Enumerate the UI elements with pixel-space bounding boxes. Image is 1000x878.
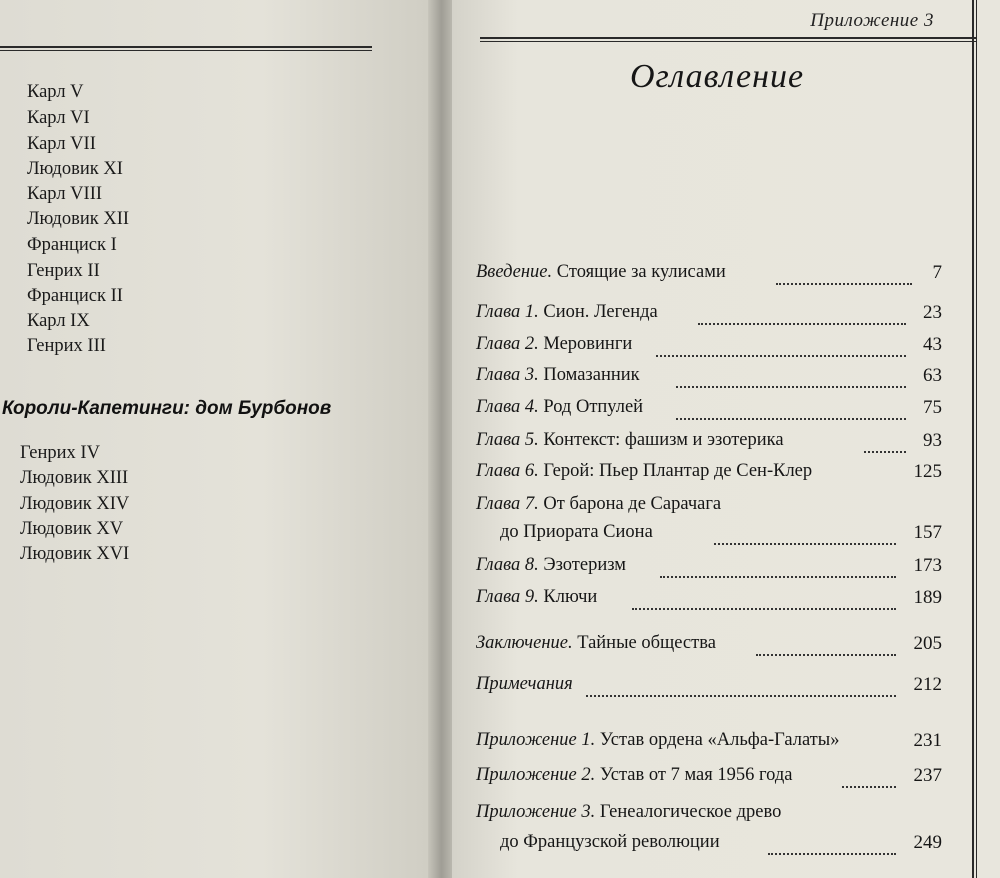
leader-dots [698, 323, 906, 325]
margin-rule [972, 44, 974, 878]
toc-label: Глава 4. [476, 397, 539, 417]
leader-dots [756, 654, 896, 656]
toc-page-number: 212 [913, 674, 942, 695]
toc-entry [476, 587, 942, 608]
king-name: Карл VIII [27, 184, 103, 204]
margin-rule [976, 0, 977, 44]
king-name: Людовик XVI [20, 544, 130, 564]
king-name: Франциск II [27, 286, 123, 306]
leader-dots [714, 543, 896, 545]
toc-page-number: 93 [923, 430, 942, 451]
toc-entry [476, 334, 942, 355]
toc-chapter-title: Герой: Пьер Плантар де Сен-Клер [543, 461, 813, 481]
king-name: Карл V [27, 82, 84, 102]
toc-entry [476, 522, 942, 543]
toc-label: Глава 3. [476, 365, 539, 385]
section-title: Короли-Капетинги: дом Бурбонов [2, 398, 332, 419]
leader-dots [776, 283, 912, 285]
toc-label: Приложение 1. [476, 730, 596, 750]
king-name: Франциск I [27, 235, 117, 255]
leader-dots [656, 355, 906, 357]
toc-chapter-title: Эзотеризм [543, 555, 626, 575]
king-name: Карл VI [27, 108, 90, 128]
toc-chapter-title: Помазанник [543, 365, 640, 385]
toc-page-number: 231 [913, 730, 942, 751]
king-name: Людовик XII [27, 209, 130, 229]
toc-entry [476, 832, 942, 853]
toc-label: Глава 6. [476, 461, 539, 481]
leader-dots [676, 418, 906, 420]
toc-page-number: 23 [923, 302, 942, 323]
toc-chapter-title: Ключи [543, 587, 598, 607]
toc-chapter-title: От барона де Сарачага [543, 494, 722, 514]
toc-chapter-title: Стоящие за кулисами [556, 262, 726, 282]
toc-entry [476, 674, 942, 695]
toc-entry [476, 397, 942, 418]
toc-label: Глава 2. [476, 334, 539, 354]
king-name: Карл IX [27, 311, 90, 331]
header-rule-thin [480, 41, 976, 42]
toc-entry [476, 730, 942, 751]
king-name: Людовик XIII [20, 468, 129, 488]
toc-page-number: 249 [913, 832, 942, 853]
toc-label: Глава 7. [476, 494, 539, 514]
toc-entry [476, 262, 942, 283]
leader-dots [632, 608, 896, 610]
left-page [0, 0, 436, 878]
toc-entry [476, 555, 942, 576]
toc-page-number: 75 [923, 397, 942, 418]
king-name: Людовик XI [27, 159, 123, 179]
margin-rule [972, 0, 974, 44]
toc-label: Примечания [476, 674, 573, 694]
leader-dots [676, 386, 906, 388]
toc-label: Глава 5. [476, 430, 539, 450]
toc-chapter-title: Устав от 7 мая 1956 года [599, 765, 793, 785]
header-rule [480, 37, 976, 39]
toc-chapter-title: Род Отпулей [543, 397, 644, 417]
leader-dots [768, 853, 896, 855]
toc-entry [476, 494, 942, 515]
toc-chapter-title: Генеалогическое древо [599, 802, 782, 822]
toc-entry [476, 430, 942, 451]
toc-chapter-title: Контекст: фашизм и эзотерика [543, 430, 784, 450]
leader-dots [842, 786, 896, 788]
toc-entry [476, 461, 942, 482]
header-rule [0, 46, 372, 48]
leader-dots [864, 451, 906, 453]
king-name: Людовик XIV [20, 494, 130, 514]
toc-label: Приложение 3. [476, 802, 596, 822]
header-rule-thin [0, 50, 372, 51]
toc-page-number: 157 [913, 522, 942, 543]
toc-page-number: 125 [913, 461, 942, 482]
toc-page-number: 237 [913, 765, 942, 786]
king-name: Карл VII [27, 134, 96, 154]
toc-entry [476, 802, 942, 823]
toc-label: Введение. [476, 262, 553, 282]
king-name: Генрих II [27, 261, 100, 281]
toc-label: Приложение 2. [476, 765, 596, 785]
toc-page-number: 173 [913, 555, 942, 576]
toc-chapter-title: Меровинги [543, 334, 633, 354]
toc-chapter-title: Сион. Легенда [543, 302, 658, 322]
toc-chapter-title: Устав ордена «Альфа-Галаты» [599, 730, 840, 750]
toc-label: Заключение. [476, 633, 573, 653]
toc-entry [476, 765, 942, 786]
toc-label: Глава 8. [476, 555, 539, 575]
toc-page-number: 43 [923, 334, 942, 355]
toc-page-number: 189 [913, 587, 942, 608]
toc-title: Оглавление [630, 58, 805, 95]
toc-entry [476, 633, 942, 654]
toc-page-number: 205 [913, 633, 942, 654]
toc-page-number: 63 [923, 365, 942, 386]
margin-rule [976, 44, 977, 878]
running-head: Приложение 3 [810, 10, 934, 31]
king-name: Генрих III [27, 336, 106, 356]
king-name: Людовик XV [20, 519, 124, 539]
toc-chapter-title: Тайные общества [577, 633, 716, 653]
king-name: Генрих IV [20, 443, 100, 463]
leader-dots [586, 695, 896, 697]
toc-label: Глава 9. [476, 587, 539, 607]
toc-chapter-title-continued: до Французской революции [500, 832, 720, 852]
toc-chapter-title-continued: до Приората Сиона [500, 522, 653, 542]
toc-entry [476, 365, 942, 386]
toc-page-number: 7 [932, 262, 942, 283]
toc-label: Глава 1. [476, 302, 539, 322]
toc-entry [476, 302, 942, 323]
leader-dots [660, 576, 896, 578]
